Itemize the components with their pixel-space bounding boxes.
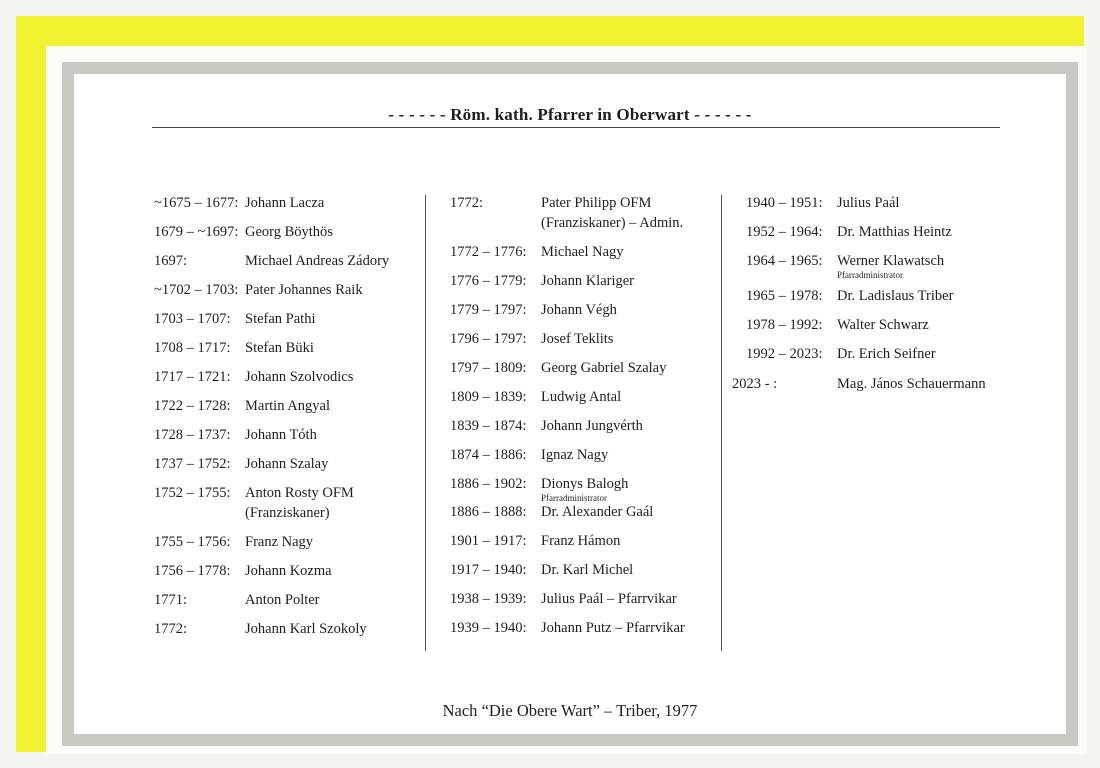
- entry-name-block: [541, 560, 710, 580]
- entry-name: Werner Klawatsch: [837, 253, 945, 269]
- pastor-entry: [154, 251, 409, 271]
- pastor-entry: [154, 532, 409, 552]
- entry-dates: 1952 – 1964:: [746, 224, 823, 240]
- entry-name: Ignaz Nagy: [541, 447, 609, 463]
- entry-name: Josef Teklits: [541, 331, 614, 347]
- pastor-entry: [450, 560, 710, 580]
- pastor-entry: [154, 338, 409, 358]
- column-3: [732, 193, 1016, 394]
- middle-frame: [46, 46, 1086, 754]
- entry-dates: 1772:: [450, 195, 484, 211]
- entry-name: Dr. Alexander Gaál: [541, 504, 654, 520]
- entry-dates: 1940 – 1951:: [746, 195, 823, 211]
- entry-dates: 1771:: [154, 592, 188, 608]
- entry-dates: 1886 – 1902:: [450, 476, 527, 492]
- entry-dates: 1874 – 1886:: [450, 447, 527, 463]
- pastor-entry: [154, 396, 409, 416]
- pastor-entry: [154, 590, 409, 610]
- pastor-entry: [450, 358, 710, 378]
- entry-name-block: [837, 222, 1016, 242]
- pastor-entry: [450, 502, 710, 522]
- entry-name: Ludwig Antal: [541, 389, 622, 405]
- pastor-entry: [450, 242, 710, 262]
- pastor-entry: [450, 329, 710, 349]
- entry-name: Georg Böythös: [245, 224, 333, 240]
- entry-dates: 1703 – 1707:: [154, 311, 231, 327]
- column-divider-1: [425, 195, 426, 651]
- entry-name: Dr. Erich Seifner: [837, 346, 936, 362]
- column-2: [450, 193, 710, 638]
- entry-name-block: [541, 618, 710, 638]
- entry-dates: 1964 – 1965:: [746, 253, 823, 269]
- entry-name: Michael Andreas Zádory: [245, 253, 390, 269]
- entry-dates: 1679 – ~1697:: [154, 224, 239, 240]
- entry-dates: 1901 – 1917:: [450, 533, 527, 549]
- entry-name-block: [541, 329, 710, 349]
- pastor-entry: [154, 193, 409, 213]
- entry-dates: 1752 – 1755:: [154, 485, 231, 501]
- entry-name: Dr. Karl Michel: [541, 562, 634, 578]
- entry-name-block: [541, 416, 710, 436]
- entry-dates: 1776 – 1779:: [450, 273, 527, 289]
- pastor-entry: [450, 474, 710, 503]
- outer-yellow-frame: [16, 16, 1084, 752]
- entry-dates: 1796 – 1797:: [450, 331, 527, 347]
- entry-name-block: [541, 358, 710, 378]
- entry-dates: 2023 - :: [732, 376, 778, 392]
- entry-note: Pfarradministrator: [541, 493, 607, 503]
- source-citation: Nach “Die Obere Wart” – Triber, 1977: [442, 701, 698, 720]
- entry-dates: 1992 – 2023:: [746, 346, 823, 362]
- pastor-entry: [154, 222, 409, 242]
- entry-name-block: [245, 367, 409, 387]
- entry-dates: 1939 – 1940:: [450, 620, 527, 636]
- entry-dates: 1772 – 1776:: [450, 244, 527, 260]
- entry-name-block: [541, 271, 710, 291]
- entry-name-block: [245, 425, 409, 445]
- entry-name-block: [245, 561, 409, 581]
- entry-dates: 1978 – 1992:: [746, 317, 823, 333]
- pastor-entry: [746, 315, 1016, 335]
- document-page: [62, 62, 1078, 746]
- entry-dates: 1717 – 1721:: [154, 369, 231, 385]
- entry-name: Walter Schwarz: [837, 317, 929, 333]
- entry-dates: 1756 – 1778:: [154, 563, 231, 579]
- pastor-entry: [450, 531, 710, 551]
- entry-name: Dr. Matthias Heintz: [837, 224, 952, 240]
- entry-name-block: [245, 619, 409, 639]
- title-underline: [152, 127, 1000, 128]
- entry-dates: 1809 – 1839:: [450, 389, 527, 405]
- entry-dates: 1737 – 1752:: [154, 456, 231, 472]
- entry-name-block: [245, 193, 409, 213]
- entry-name: Pater Philipp OFM: [541, 195, 652, 211]
- entry-name: Stefan Büki: [245, 340, 314, 356]
- pastor-entry: [450, 387, 710, 407]
- pastor-entry: [154, 454, 409, 474]
- entry-dates: ~1675 – 1677:: [154, 195, 239, 211]
- entry-name-block: [541, 474, 710, 503]
- entry-name: Johann Végh: [541, 302, 617, 318]
- entry-dates: 1772:: [154, 621, 188, 637]
- entry-name: Johann Kozma: [245, 563, 332, 579]
- entry-name: Dionys Balogh: [541, 476, 629, 492]
- entry-name: Johann Jungvérth: [541, 418, 643, 434]
- pastor-entry: [450, 193, 710, 233]
- entry-name-block: [837, 315, 1016, 335]
- entry-name: Julius Paál – Pfarrvikar: [541, 591, 677, 607]
- entry-name-line2: (Franziskaner) – Admin.: [541, 215, 684, 231]
- entry-name-block: [837, 286, 1016, 306]
- pastor-entry: [154, 367, 409, 387]
- pastor-entry: [154, 561, 409, 581]
- entry-dates: 1779 – 1797:: [450, 302, 527, 318]
- entry-name-block: [541, 300, 710, 320]
- entry-name: Stefan Pathi: [245, 311, 316, 327]
- entry-dates: 1886 – 1888:: [450, 504, 527, 520]
- entry-name: Anton Rosty OFM: [245, 485, 354, 501]
- entry-dates: 1965 – 1978:: [746, 288, 823, 304]
- entry-name: Pater Johannes Raik: [245, 282, 363, 298]
- entry-name-line2: (Franziskaner): [245, 505, 330, 521]
- entry-dates: 1697:: [154, 253, 188, 269]
- entry-dates: 1755 – 1756:: [154, 534, 231, 550]
- entry-name: Johann Karl Szokoly: [245, 621, 367, 637]
- entry-dates: 1917 – 1940:: [450, 562, 527, 578]
- entry-dates: 1839 – 1874:: [450, 418, 527, 434]
- pastor-entry: [154, 425, 409, 445]
- entry-name: Mag. János Schauermann: [837, 376, 986, 392]
- entry-name-block: [245, 251, 409, 271]
- pastor-entry: [450, 589, 710, 609]
- entry-name-block: [837, 374, 1016, 394]
- entry-name-block: [837, 344, 1016, 364]
- entry-name-block: [245, 338, 409, 358]
- column-divider-2: [721, 195, 722, 651]
- pastor-entry: [450, 416, 710, 436]
- entry-dates: 1938 – 1939:: [450, 591, 527, 607]
- entry-name: Johann Putz – Pfarrvikar: [541, 620, 685, 636]
- pastor-entry: [154, 280, 409, 300]
- entry-name-block: [245, 222, 409, 242]
- pastor-entry: [450, 300, 710, 320]
- pastor-entry: [450, 271, 710, 291]
- pastor-entry: [450, 618, 710, 638]
- entry-name-block: [245, 396, 409, 416]
- entry-name-block: [541, 387, 710, 407]
- entry-name-block: [541, 445, 710, 465]
- entry-name: Johann Lacza: [245, 195, 325, 211]
- entry-name-block: [541, 502, 710, 522]
- entry-name-block: [245, 309, 409, 329]
- entry-name-block: [541, 531, 710, 551]
- entry-dates: ~1702 – 1703:: [154, 282, 239, 298]
- entry-note: Pfarradministrator: [837, 270, 903, 280]
- entry-name-block: [245, 532, 409, 552]
- pastor-entry: [154, 483, 409, 523]
- entry-name-block: [837, 193, 1016, 213]
- entry-name-block: [245, 590, 409, 610]
- pastor-entry: [154, 309, 409, 329]
- entry-name: Johann Tóth: [245, 427, 317, 443]
- entry-name-block: [541, 242, 710, 262]
- entry-name: Georg Gabriel Szalay: [541, 360, 667, 376]
- entry-dates: 1728 – 1737:: [154, 427, 231, 443]
- entry-name-block: [837, 251, 1016, 280]
- entry-name: Dr. Ladislaus Triber: [837, 288, 954, 304]
- entry-name: Franz Nagy: [245, 534, 314, 550]
- entry-dates: 1797 – 1809:: [450, 360, 527, 376]
- entry-dates: 1708 – 1717:: [154, 340, 231, 356]
- page-title: - - - - - - Röm. kath. Pfarrer in Oberwart - - - - - -: [388, 105, 752, 124]
- entry-name: Michael Nagy: [541, 244, 624, 260]
- pastor-entry: [746, 344, 1016, 364]
- pastor-entry: [746, 193, 1016, 213]
- pastor-entry: [746, 251, 1016, 280]
- column-1: [154, 193, 409, 639]
- entry-name: Julius Paál: [837, 195, 900, 211]
- entry-name: Johann Szalay: [245, 456, 329, 472]
- entry-name: Johann Szolvodics: [245, 369, 354, 385]
- entry-name-block: [245, 280, 409, 300]
- entry-name-block: [245, 483, 409, 523]
- pastor-entry: [154, 619, 409, 639]
- pastor-entry: [746, 222, 1016, 242]
- entry-dates: 1722 – 1728:: [154, 398, 231, 414]
- entry-name: Anton Polter: [245, 592, 320, 608]
- pastor-entry: [746, 286, 1016, 306]
- entry-name-block: [245, 454, 409, 474]
- pastor-entry: [450, 445, 710, 465]
- entry-name: Johann Klariger: [541, 273, 635, 289]
- pastor-entry: [732, 374, 1016, 394]
- entry-name: Martin Angyal: [245, 398, 330, 414]
- entry-name: Franz Hámon: [541, 533, 621, 549]
- entry-name-block: [541, 589, 710, 609]
- entry-name-block: [541, 193, 710, 233]
